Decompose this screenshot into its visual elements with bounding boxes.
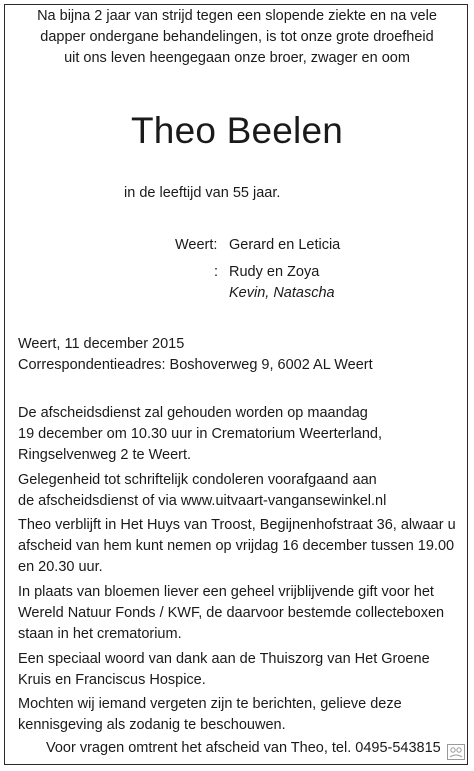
service-line-2: 19 december om 10.30 uur in Crematorium Weerterland, [18,426,383,442]
intro-line-3: uit ons leven heengegaan onze broer, zwager en oom [64,50,410,66]
service-line-3: Ringselvenweg 2 te Weert. [18,447,192,463]
visit-line-3: en 20.30 uur. [18,559,103,575]
address-line: Correspondentieadres: Boshoverweg 9, 6002 AL Weert [18,357,373,373]
thanks-line-2: Kruis en Franciscus Hospice. [18,672,206,688]
forgotten-line-1: Mochten wij iemand vergeten zijn te berichten, gelieve deze [18,696,402,712]
publisher-logo-icon [447,744,465,760]
condolences-line-2: de afscheidsdienst of via www.uitvaart-vangansewinkel.nl [18,493,387,509]
service-line-1: De afscheidsdienst zal gehouden worden op maandag [18,405,368,421]
intro-line-2: dapper ondergane behandelingen, is tot onze grote droefheid [40,29,434,45]
family-names-1: Gerard en Leticia [229,237,341,253]
deceased-name: Theo Beelen [130,110,344,151]
family-names-2: Rudy en Zoya [229,264,320,280]
footer-contact: Voor vragen omtrent het afscheid van Theo, tel. 0495-543815 [46,740,441,756]
family-colon: : [214,264,219,280]
condolences-line-1: Gelegenheid tot schriftelijk condoleren voorafgaand aan [18,472,377,488]
visit-line-1: Theo verblijft in Het Huys van Troost, Begijnenhofstraat 36, alwaar u [18,517,456,533]
date-line: Weert, 11 december 2015 [18,336,185,352]
thanks-line-1: Een speciaal woord van dank aan de Thuiszorg van Het Groene [18,651,430,667]
intro-line-1: Na bijna 2 jaar van strijd tegen een slopende ziekte en na vele [37,8,437,24]
flowers-line-3: staan in het crematorium. [18,626,182,642]
forgotten-line-2: kennisgeving als zodanig te beschouwen. [18,717,286,733]
visit-line-2: afscheid van hem kunt nemen op vrijdag 16 december tussen 19.00 [18,538,455,554]
flowers-line-2: Wereld Natuur Fonds / KWF, de daarvoor bestemde collecteboxen [18,605,445,621]
age-line: in de leeftijd van 55 jaar. [124,185,281,201]
family-names-3: Kevin, Natascha [229,285,335,301]
flowers-line-1: In plaats van bloemen liever een geheel vrijblijvende gift voor het [18,584,434,600]
family-place-label: Weert: [175,237,218,253]
